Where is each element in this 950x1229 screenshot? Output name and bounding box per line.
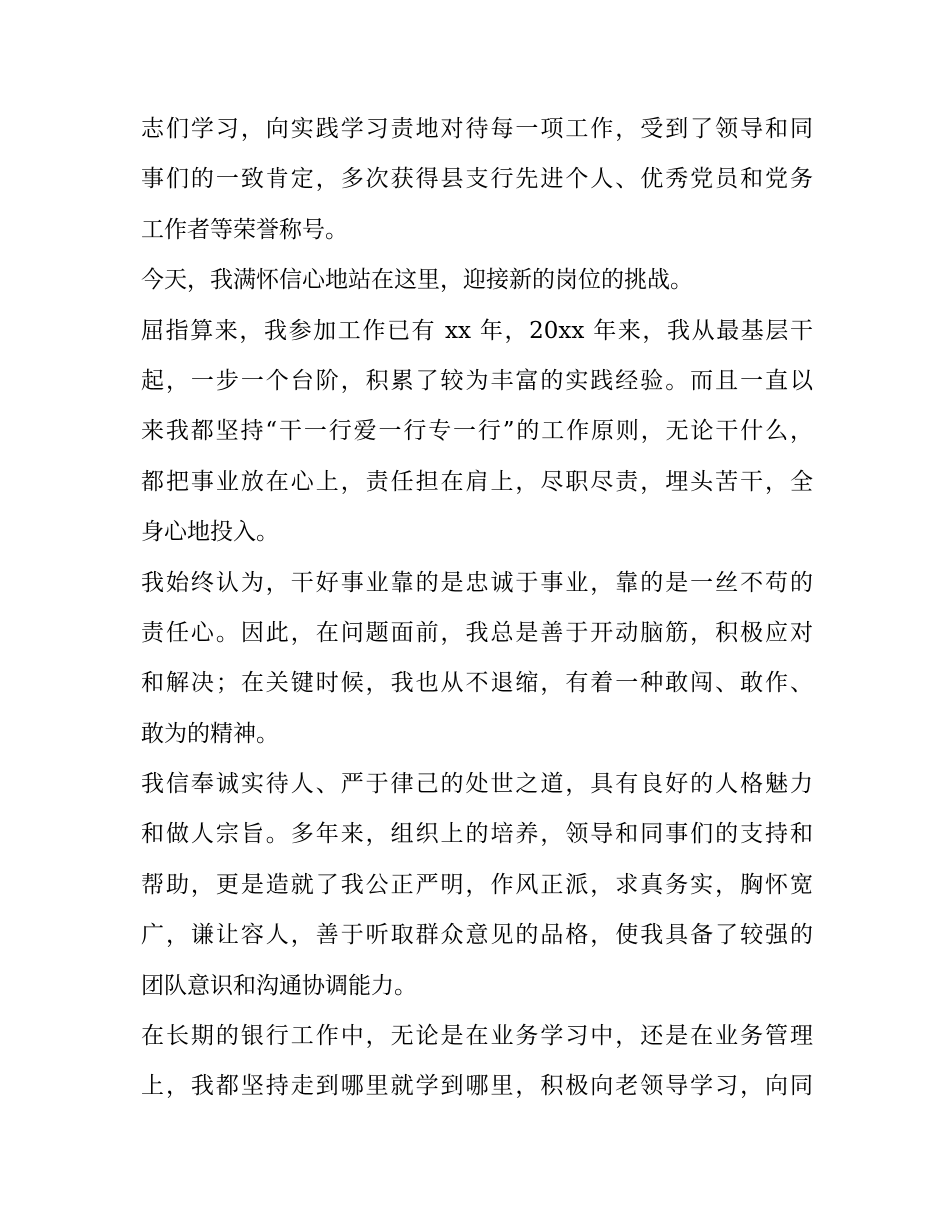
text-line: 今天，我满怀信心地站在这里，迎接新的岗位的挑战。 xyxy=(141,267,693,294)
paragraph-character xyxy=(141,759,813,1011)
text-line: 事们的一致肯定，多次获得县支行先进个人、优秀党员和党务 xyxy=(141,166,813,193)
text-line: 工作者等荣誉称号。 xyxy=(141,216,348,243)
paragraph-today xyxy=(141,255,813,305)
text-line: 我始终认为，干好事业靠的是忠诚于事业，靠的是一丝不苟的 xyxy=(141,569,813,596)
paragraph-responsibility xyxy=(141,558,813,760)
text-line: 来我都坚持“干一行爱一行专一行”的工作原则，无论干什么， xyxy=(141,418,813,445)
text-line: 身心地投入。 xyxy=(141,519,279,546)
text-line: 我信奉诚实待人、严于律己的处世之道，具有良好的人格魅力 xyxy=(141,771,813,798)
text-line: 都把事业放在心上，责任担在肩上，尽职尽责，埋头苦干，全 xyxy=(141,468,813,495)
text-line: 广，谦让容人，善于听取群众意见的品格，使我具备了较强的 xyxy=(141,922,813,949)
paragraph-honors xyxy=(141,104,813,255)
text-line: 在长期的银行工作中，无论是在业务学习中，还是在业务管理 xyxy=(141,1023,813,1050)
text-line: 屈指算来，我参加工作已有 xx 年，20xx 年来，我从最基层干 xyxy=(141,317,813,344)
text-line: 敢为的精神。 xyxy=(141,720,279,747)
text-line: 团队意识和沟通协调能力。 xyxy=(141,972,417,999)
document-body xyxy=(141,104,813,1112)
paragraph-banking-work xyxy=(141,1011,813,1112)
text-line: 和做人宗旨。多年来，组织上的培养，领导和同事们的支持和 xyxy=(141,821,813,848)
text-line: 起，一步一个台阶，积累了较为丰富的实践经验。而且一直以 xyxy=(141,367,813,394)
text-line: 志们学习，向实践学习责地对待每一项工作，受到了领导和同 xyxy=(141,116,813,142)
text-line: 帮助，更是造就了我公正严明，作风正派，求真务实，胸怀宽 xyxy=(141,871,813,898)
text-line: 和解决；在关键时候，我也从不退缩，有着一种敢闯、敢作、 xyxy=(141,670,813,697)
text-line: 上，我都坚持走到哪里就学到哪里，积极向老领导学习，向同 xyxy=(141,1073,813,1100)
paragraph-experience xyxy=(141,306,813,558)
text-line: 责任心。因此，在问题面前，我总是善于开动脑筋，积极应对 xyxy=(141,619,813,646)
